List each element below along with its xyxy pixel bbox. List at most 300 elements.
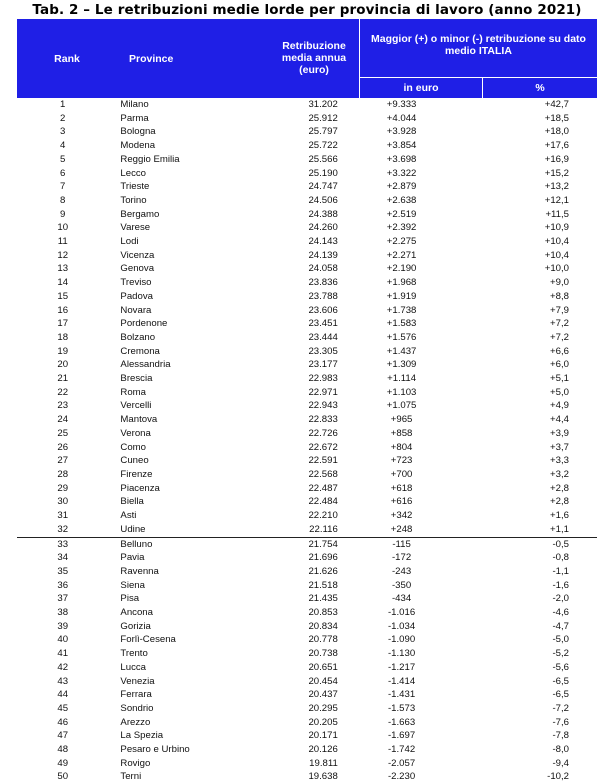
difference-percent-cell: -4,7: [552, 620, 569, 632]
province-cell: Pisa: [120, 593, 140, 605]
difference-euro-cell: +618: [390, 482, 413, 494]
difference-percent-cell: +5,0: [550, 386, 569, 398]
province-cell: Biella: [120, 496, 144, 508]
province-cell: Pordenone: [120, 318, 168, 330]
province-cell: Alessandria: [120, 359, 171, 371]
province-cell: Bologna: [120, 126, 156, 138]
rank-cell: 47: [57, 730, 69, 742]
province-cell: Cuneo: [120, 455, 149, 467]
rank-cell: 35: [57, 565, 69, 577]
difference-percent-cell: -0,8: [552, 552, 569, 564]
table-row: [17, 304, 597, 318]
retribuzione-cell: 23.606: [308, 304, 338, 316]
table-row: [17, 167, 597, 181]
difference-euro-cell: +2.271: [386, 249, 417, 261]
difference-euro-cell: +9.333: [386, 99, 417, 110]
province-cell: Pesaro e Urbino: [120, 744, 190, 756]
province-cell: Genova: [120, 263, 155, 275]
difference-euro-cell: -172: [391, 552, 412, 564]
table-header: [17, 19, 597, 98]
table-row: [17, 262, 597, 276]
rank-cell: 48: [57, 744, 69, 756]
province-cell: Padova: [120, 290, 153, 302]
difference-percent-cell: -9,4: [552, 757, 569, 769]
province-cell: Lecco: [120, 167, 147, 179]
retribuzione-cell: 19.638: [308, 771, 338, 783]
province-cell: Piacenza: [120, 482, 160, 494]
table-row: [17, 537, 597, 551]
rank-cell: 39: [57, 620, 69, 632]
rank-cell: 38: [57, 607, 69, 619]
retribuzione-cell: 21.626: [308, 565, 338, 577]
province-cell: Cremona: [120, 345, 160, 357]
difference-percent-cell: +11,5: [545, 208, 569, 220]
difference-percent-cell: -0,5: [465, 537, 597, 551]
table-row: [17, 112, 597, 126]
difference-percent-cell: +15,2: [544, 167, 569, 179]
retribuzione-cell: 24.747: [308, 181, 338, 193]
table-row: [17, 276, 597, 290]
province-cell: Gorizia: [120, 620, 151, 632]
province-cell: Trento: [120, 648, 148, 660]
rank-cell: 49: [57, 757, 69, 769]
province-cell: Asti: [120, 510, 137, 522]
difference-euro-cell: +1.576: [386, 331, 417, 343]
rank-cell: 13: [57, 263, 69, 275]
difference-euro-cell: -350: [391, 579, 412, 591]
table-row: [17, 716, 597, 730]
table-row: [17, 606, 597, 620]
retribuzione-cell: 25.797: [308, 126, 338, 138]
difference-euro-cell: -1.090: [387, 634, 416, 646]
rank-cell: 21: [57, 373, 69, 385]
difference-percent-cell: +17,6: [544, 140, 569, 152]
difference-euro-cell: +1.738: [386, 304, 417, 316]
difference-euro-cell: +1.114: [387, 373, 417, 385]
rank-cell: 14: [57, 277, 69, 289]
province-cell: Sondrio: [120, 702, 154, 714]
province-cell: Mantova: [120, 414, 158, 426]
retribuzione-cell: 24.506: [308, 194, 338, 206]
rank-cell: 50: [57, 771, 69, 783]
rank-cell: 46: [57, 716, 69, 728]
retribuzione-cell: 25.190: [308, 167, 338, 179]
rank-cell: 3: [60, 126, 66, 138]
header-in-euro: in euro: [403, 82, 439, 94]
table-row: [17, 509, 597, 523]
difference-euro-cell: +2.392: [386, 222, 417, 234]
difference-percent-cell: +3,7: [550, 441, 569, 453]
province-cell: Modena: [120, 140, 156, 152]
province-cell: Firenze: [120, 468, 153, 480]
province-cell: Ravenna: [120, 565, 159, 577]
retribuzione-cell: 25.722: [308, 140, 338, 152]
difference-percent-cell: +2,8: [550, 496, 569, 508]
difference-euro-cell: -243: [391, 565, 412, 577]
difference-percent-cell: +10,9: [544, 222, 569, 234]
retribuzione-cell: 22.487: [308, 482, 338, 494]
difference-percent-cell: +9,0: [550, 277, 569, 289]
retribuzione-cell: 23.305: [308, 345, 338, 357]
table-row: [17, 729, 597, 743]
province-cell: Lucca: [120, 661, 147, 673]
difference-percent-cell: -7,8: [552, 730, 569, 742]
rank-cell: 37: [57, 593, 69, 605]
retribuzione-cell: 22.726: [308, 427, 338, 439]
table-row: [17, 454, 597, 468]
difference-percent-cell: -2,0: [552, 593, 569, 605]
difference-euro-cell: +1.919: [386, 290, 417, 302]
difference-euro-cell: +3.322: [386, 167, 417, 179]
difference-percent-cell: +8,8: [550, 290, 569, 302]
rank-cell: 10: [57, 222, 69, 234]
rank-cell: 1: [60, 99, 66, 110]
province-cell: Siena: [120, 579, 145, 591]
difference-percent-cell: +3,3: [550, 455, 569, 467]
table-row: [17, 208, 597, 222]
retribuzione-cell: 31.202: [308, 99, 338, 110]
province-cell: Lodi: [120, 236, 139, 248]
rank-cell: 34: [57, 552, 69, 564]
rank-cell: 25: [57, 427, 69, 439]
retribuzione-cell: 22.983: [308, 373, 338, 385]
difference-percent-cell: +10,4: [544, 249, 569, 261]
rank-cell: 41: [57, 648, 69, 660]
difference-euro-cell: +723: [390, 455, 413, 467]
difference-euro-cell: +3.854: [386, 140, 417, 152]
difference-percent-cell: -8,0: [552, 744, 569, 756]
difference-euro-cell: -1.414: [387, 675, 416, 687]
rank-cell: 18: [57, 331, 69, 343]
retribuzione-cell: 22.833: [308, 414, 338, 426]
difference-percent-cell: -7,6: [552, 716, 569, 728]
table-row: [17, 317, 597, 331]
difference-euro-cell: +616: [390, 496, 413, 508]
rank-cell: 36: [57, 579, 69, 591]
table-row: [17, 757, 597, 771]
table-row: [17, 331, 597, 345]
rank-cell: 40: [57, 634, 69, 646]
difference-euro-cell: -1.697: [387, 730, 416, 742]
rank-cell: 32: [57, 523, 69, 535]
retribuzione-cell: 24.388: [308, 208, 338, 220]
rank-cell: 23: [57, 400, 69, 412]
rank-cell: 22: [57, 386, 69, 398]
retribuzione-cell: 20.738: [308, 648, 338, 660]
rank-cell: 4: [60, 140, 66, 152]
rank-cell: 2: [60, 112, 66, 124]
table-row: [17, 98, 597, 112]
province-cell: La Spezia: [120, 730, 164, 742]
difference-euro-cell: -2.230: [387, 771, 416, 783]
province-cell: Verona: [120, 427, 151, 439]
rank-cell: 29: [57, 482, 69, 494]
rank-cell: 30: [57, 496, 69, 508]
province-cell: Rovigo: [120, 757, 151, 769]
difference-euro-cell: +2.275: [386, 236, 417, 248]
retribuzione-cell: 22.591: [308, 455, 338, 467]
rank-cell: 5: [60, 153, 66, 165]
table-row: [17, 468, 597, 482]
province-cell: Bolzano: [120, 331, 156, 343]
retribuzione-cell: 21.518: [308, 579, 338, 591]
retribuzione-cell: 22.116: [309, 523, 338, 535]
difference-percent-cell: -10,2: [547, 771, 569, 783]
table-row: [17, 221, 597, 235]
difference-euro-cell: +804: [390, 441, 413, 453]
province-cell: Milano: [120, 99, 149, 110]
difference-percent-cell: -5,2: [552, 648, 569, 660]
difference-euro-cell: -434: [391, 593, 412, 605]
province-cell: Treviso: [120, 277, 152, 289]
difference-percent-cell: -1,6: [552, 579, 569, 591]
difference-euro-cell: +342: [390, 510, 413, 522]
province-cell: Pavia: [120, 552, 145, 564]
rank-cell: 17: [57, 318, 69, 330]
retribuzione-cell: 21.435: [308, 593, 338, 605]
difference-percent-cell: +10,4: [544, 236, 569, 248]
difference-percent-cell: +5,1: [550, 373, 569, 385]
difference-euro-cell: -1.742: [387, 744, 416, 756]
rank-cell: 45: [57, 702, 69, 714]
province-cell: Vercelli: [120, 400, 152, 412]
difference-percent-cell: +13,2: [544, 181, 569, 193]
rank-cell: 24: [57, 414, 69, 426]
table-row: [17, 345, 597, 359]
province-cell: Trieste: [120, 181, 150, 193]
retribuzione-cell: 20.834: [308, 620, 338, 632]
retribuzione-cell: 23.836: [308, 277, 338, 289]
rank-cell: 7: [60, 181, 66, 193]
retribuzione-cell: 19.811: [309, 757, 338, 769]
rank-cell: 16: [57, 304, 69, 316]
difference-percent-cell: +4,9: [550, 400, 569, 412]
difference-euro-cell: +1.968: [386, 277, 417, 289]
difference-euro-cell: +1.075: [386, 400, 417, 412]
table-row: [17, 180, 597, 194]
difference-percent-cell: +18,0: [544, 126, 569, 138]
difference-euro-cell: +700: [390, 468, 413, 480]
difference-percent-cell: +6,6: [550, 345, 569, 357]
retribuzione-cell: 20.126: [308, 744, 338, 756]
province-cell: Parma: [120, 112, 149, 124]
province-cell: Vicenza: [120, 249, 155, 261]
difference-euro-cell: +1.583: [386, 318, 417, 330]
table-row: [17, 372, 597, 386]
difference-euro-cell: +2.879: [386, 181, 417, 193]
difference-percent-cell: -5,0: [552, 634, 569, 646]
rank-cell: 44: [57, 689, 69, 701]
difference-euro-cell: -1.573: [387, 702, 416, 714]
table-title: Tab. 2 – Le retribuzioni medie lorde per provincia di lavoro (anno 2021): [32, 2, 582, 18]
province-cell: Varese: [120, 222, 151, 234]
difference-euro-cell: +1.103: [386, 386, 417, 398]
table-row: [17, 358, 597, 372]
difference-percent-cell: +2,8: [550, 482, 569, 494]
difference-percent-cell: +1,6: [550, 510, 569, 522]
retribuzione-cell: 22.210: [308, 510, 338, 522]
difference-percent-cell: -6,5: [552, 675, 569, 687]
rank-cell: 19: [57, 345, 69, 357]
difference-percent-cell: -7,2: [552, 702, 569, 714]
table-row: [17, 249, 597, 263]
difference-percent-cell: -4,6: [552, 607, 569, 619]
province-cell: Venezia: [120, 675, 155, 687]
province-cell: Bergamo: [120, 208, 160, 220]
retribuzione-cell: 24.139: [308, 249, 338, 261]
difference-euro-cell: +3.928: [386, 126, 417, 138]
difference-percent-cell: +42,7: [544, 99, 569, 110]
table-row: [17, 688, 597, 702]
province-cell: Como: [120, 441, 147, 453]
rank-cell: 31: [57, 510, 69, 522]
retribuzione-cell: 22.943: [308, 400, 338, 412]
difference-percent-cell: +4,4: [550, 414, 569, 426]
difference-euro-cell: -1.663: [387, 716, 416, 728]
retribuzione-cell: 22.971: [308, 386, 338, 398]
difference-percent-cell: +7,2: [550, 318, 569, 330]
retribuzione-cell: 20.651: [308, 661, 338, 673]
retribuzione-cell: 21.696: [308, 552, 338, 564]
header-province: Province: [129, 52, 174, 65]
table-row: [17, 399, 597, 413]
salary-table: [17, 19, 597, 784]
difference-euro-cell: +965: [390, 414, 413, 426]
province-cell: Reggio Emilia: [120, 153, 180, 165]
difference-euro-cell: +1.437: [386, 345, 417, 357]
retribuzione-cell: 22.484: [308, 496, 338, 508]
difference-percent-cell: +12,1: [544, 194, 569, 206]
province-cell: Belluno: [108, 537, 260, 551]
difference-percent-cell: +6,0: [550, 359, 569, 371]
rank-cell: 8: [60, 194, 66, 206]
rank-cell: 33: [17, 537, 108, 551]
province-cell: Udine: [120, 523, 146, 535]
province-cell: Novara: [120, 304, 152, 316]
province-cell: Brescia: [120, 373, 153, 385]
province-cell: Terni: [120, 771, 142, 783]
difference-euro-cell: -1.130: [387, 648, 416, 660]
rank-cell: 6: [60, 167, 66, 179]
difference-euro-cell: -1.034: [387, 620, 416, 632]
province-cell: Ancona: [120, 607, 153, 619]
table-row: [17, 770, 597, 784]
table-row: [17, 125, 597, 139]
table-row: [17, 441, 597, 455]
retribuzione-cell: 24.143: [308, 236, 338, 248]
table-row: [17, 702, 597, 716]
rank-cell: 28: [57, 468, 69, 480]
table-row: [17, 661, 597, 675]
table-row: [17, 675, 597, 689]
difference-percent-cell: -6,5: [552, 689, 569, 701]
retribuzione-cell: 22.672: [308, 441, 338, 453]
table-row: [17, 235, 597, 249]
difference-euro-cell: -1.431: [387, 689, 416, 701]
rank-cell: 43: [57, 675, 69, 687]
difference-euro-cell: +858: [390, 427, 413, 439]
table-row: [17, 551, 597, 565]
retribuzione-cell: 20.437: [308, 689, 338, 701]
table-row: [17, 427, 597, 441]
difference-percent-cell: +16,9: [544, 153, 569, 165]
retribuzione-cell: 25.566: [308, 153, 338, 165]
difference-euro-cell: -1.217: [387, 661, 416, 673]
table-row: [17, 633, 597, 647]
rank-cell: 9: [60, 208, 66, 220]
table-rows: [17, 98, 597, 784]
retribuzione-cell: 20.778: [308, 634, 338, 646]
retribuzione-cell: 20.171: [308, 730, 338, 742]
rank-cell: 27: [57, 455, 69, 467]
difference-euro-cell: +4.044: [386, 112, 417, 124]
difference-percent-cell: +7,9: [550, 304, 569, 316]
retribuzione-cell: 20.205: [308, 716, 338, 728]
difference-euro-cell: +3.698: [386, 153, 417, 165]
retribuzione-cell: 24.058: [308, 263, 338, 275]
table-row: [17, 139, 597, 153]
header-difference: Maggior (+) o minor (-) retribuzione su dato medio ITALIA: [371, 33, 586, 57]
table-row: [17, 495, 597, 509]
table-row: [17, 290, 597, 304]
difference-euro-cell: +1.309: [386, 359, 417, 371]
difference-euro-cell: +2.638: [386, 194, 417, 206]
province-cell: Arezzo: [120, 716, 151, 728]
table-body: [17, 98, 597, 784]
table-row: [17, 592, 597, 606]
retribuzione-cell: 21.754: [261, 537, 338, 551]
table-row: [17, 413, 597, 427]
table-row: [17, 620, 597, 634]
retribuzione-cell: 23.451: [308, 318, 338, 330]
table-row: [17, 647, 597, 661]
header-rank: Rank: [54, 52, 80, 65]
retribuzione-cell: 20.853: [308, 607, 338, 619]
table-row: [17, 153, 597, 167]
province-cell: Forlì-Cesena: [120, 634, 176, 646]
header-retribuzione: Retribuzione media annua (euro): [281, 40, 347, 76]
difference-percent-cell: +1,1: [550, 523, 569, 535]
difference-euro-cell: +248: [390, 523, 413, 535]
rank-cell: 42: [57, 661, 69, 673]
table-row: [17, 386, 597, 400]
rank-cell: 15: [57, 290, 69, 302]
difference-percent-cell: +18,5: [544, 112, 569, 124]
difference-percent-cell: -1,1: [552, 565, 569, 577]
province-cell: Torino: [120, 194, 147, 206]
retribuzione-cell: 20.454: [308, 675, 338, 687]
retribuzione-cell: 23.788: [308, 290, 338, 302]
difference-percent-cell: +7,2: [550, 331, 569, 343]
table-row: [17, 194, 597, 208]
province-cell: Ferrara: [120, 689, 152, 701]
rank-cell: 11: [57, 236, 68, 248]
table-row: [17, 565, 597, 579]
table-row: [17, 743, 597, 757]
retribuzione-cell: 24.260: [308, 222, 338, 234]
retribuzione-cell: 22.568: [308, 468, 338, 480]
table-row: [17, 482, 597, 496]
table-row: [17, 523, 597, 537]
province-cell: Roma: [120, 386, 147, 398]
rank-cell: 12: [57, 249, 69, 261]
retribuzione-cell: 25.912: [308, 112, 338, 124]
retribuzione-cell: 23.444: [308, 331, 338, 343]
header-percent: %: [535, 82, 545, 94]
difference-euro-cell: -2.057: [387, 757, 416, 769]
difference-percent-cell: +3,2: [550, 468, 569, 480]
difference-euro-cell: -115: [338, 537, 466, 551]
